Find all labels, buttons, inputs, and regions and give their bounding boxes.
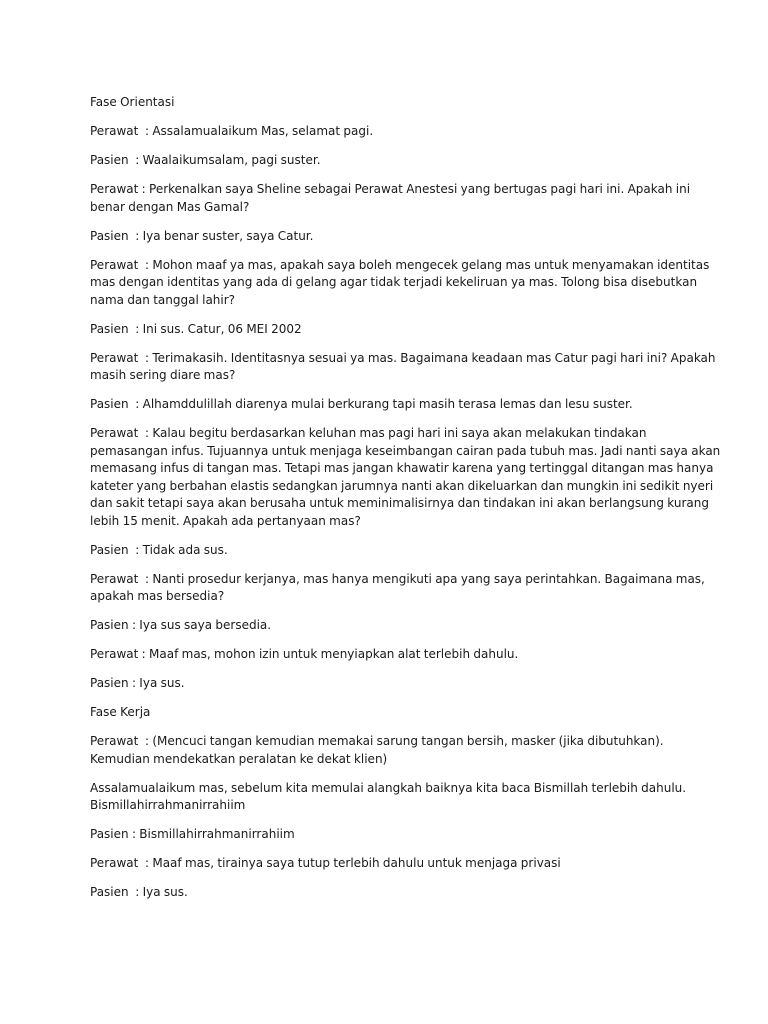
paragraph-line: Perawat : Assalamualaikum Mas, selamat pagi. xyxy=(90,124,374,138)
paragraph-line: apakah mas bersedia? xyxy=(90,589,225,603)
paragraph-line: Perawat : (Mencuci tangan kemudian memakai sarung tangan bersih, masker (jika dibutuhkan). xyxy=(90,734,664,748)
dialogue-paragraph xyxy=(90,826,690,844)
paragraph-line: Perawat : Nanti prosedur kerjanya, mas hanya mengikuti apa yang saya perintahkan. Bagaimana mas, xyxy=(90,571,705,586)
dialogue-paragraph xyxy=(90,704,690,722)
dialogue-paragraph xyxy=(90,257,710,310)
paragraph-line: Perawat : Terimakasih. Identitasnya sesuai ya mas. Bagaimana keadaan mas Catur pagi hari ini? Apakah xyxy=(90,350,716,365)
paragraph-line: dan sakit tetapi saya akan berusaha untuk meminimalisirnya dan tindakan ini akan berlangsung kurang xyxy=(90,496,709,510)
paragraph-line: Pasien : Ini sus. Catur, 06 MEI 2002 xyxy=(90,321,302,336)
paragraph-line: Assalamualaikum mas, sebelum kita memulai alangkah baiknya kita baca Bismillah terlebih dahulu. xyxy=(90,780,687,795)
paragraph-line: mas dengan identitas yang ada di gelang agar tidak terjadi kekeliruan ya mas. Tolong bisa disebutkan xyxy=(90,275,698,289)
paragraph-line: Pasien : Tidak ada sus. xyxy=(90,542,228,557)
dialogue-paragraph xyxy=(90,733,690,768)
paragraph-line: lebih 15 menit. Apakah ada pertanyaan mas? xyxy=(90,513,361,528)
paragraph-line: Fase Kerja xyxy=(90,705,151,719)
paragraph-line: Pasien : Iya benar suster, saya Catur. xyxy=(90,228,314,243)
paragraph-line: pemasangan infus. Tujuannya untuk menjaga keseimbangan cairan pada tubuh mas. Jadi nanti saya akan xyxy=(90,443,721,458)
paragraph-line: Perawat : Perkenalkan saya Sheline sebagai Perawat Anestesi yang bertugas pagi hari ini. Apakah ini xyxy=(90,182,691,196)
paragraph-line: Pasien : Iya sus saya bersedia. xyxy=(90,618,272,632)
paragraph-line: Pasien : Waalaikumsalam, pagi suster. xyxy=(90,153,321,167)
dialogue-paragraph xyxy=(90,571,705,606)
paragraph-line: benar dengan Mas Gamal? xyxy=(90,199,250,214)
dialogue-paragraph xyxy=(90,855,690,873)
paragraph-line: Perawat : Kalau begitu berdasarkan keluhan mas pagi hari ini saya akan melakukan tindakan xyxy=(90,426,647,440)
dialogue-paragraph xyxy=(90,425,721,530)
paragraph-line: Kemudian mendekatkan peralatan ke dekat klien) xyxy=(90,751,388,766)
dialogue-paragraph xyxy=(90,780,690,815)
dialogue-paragraph xyxy=(90,542,690,560)
dialogue-paragraph xyxy=(90,396,690,414)
dialogue-paragraph xyxy=(90,617,690,635)
paragraph-line: Pasien : Iya sus. xyxy=(90,885,188,899)
dialogue-text-body xyxy=(90,94,721,913)
dialogue-paragraph xyxy=(90,181,690,216)
paragraph-line: Fase Orientasi xyxy=(90,95,175,109)
paragraph-line: memasang infus di tangan mas. Tetapi mas jangan khawatir karena yang tertinggal ditangan mas hanya xyxy=(90,461,714,475)
dialogue-paragraph xyxy=(90,350,716,385)
dialogue-paragraph xyxy=(90,675,690,693)
paragraph-line: masih sering diare mas? xyxy=(90,368,236,382)
dialogue-paragraph xyxy=(90,94,690,112)
dialogue-paragraph xyxy=(90,152,690,170)
paragraph-line: nama dan tanggal lahir? xyxy=(90,292,236,307)
paragraph-line: kateter yang berbahan elastis sedangkan jarumnya nanti akan dikeluarkan dan mungkin ini sedikit nyeri xyxy=(90,478,714,493)
dialogue-paragraph xyxy=(90,321,690,339)
paragraph-line: Pasien : Iya sus. xyxy=(90,676,185,690)
paragraph-line: Pasien : Bismillahirrahmanirrahiim xyxy=(90,827,295,841)
paragraph-line: Bismillahirrahmanirrahiim xyxy=(90,798,246,812)
paragraph-line: Pasien : Alhamddulillah diarenya mulai berkurang tapi masih terasa lemas dan lesu suster. xyxy=(90,397,633,411)
dialogue-paragraph xyxy=(90,123,690,141)
dialogue-paragraph xyxy=(90,646,690,664)
paragraph-line: Perawat : Mohon maaf ya mas, apakah saya boleh mengecek gelang mas untuk menyamakan identitas xyxy=(90,257,710,272)
dialogue-paragraph xyxy=(90,884,690,902)
dialogue-paragraph xyxy=(90,228,690,246)
paragraph-line: Perawat : Maaf mas, mohon izin untuk menyiapkan alat terlebih dahulu. xyxy=(90,647,519,661)
paragraph-line: Perawat : Maaf mas, tirainya saya tutup terlebih dahulu untuk menjaga privasi xyxy=(90,856,561,870)
